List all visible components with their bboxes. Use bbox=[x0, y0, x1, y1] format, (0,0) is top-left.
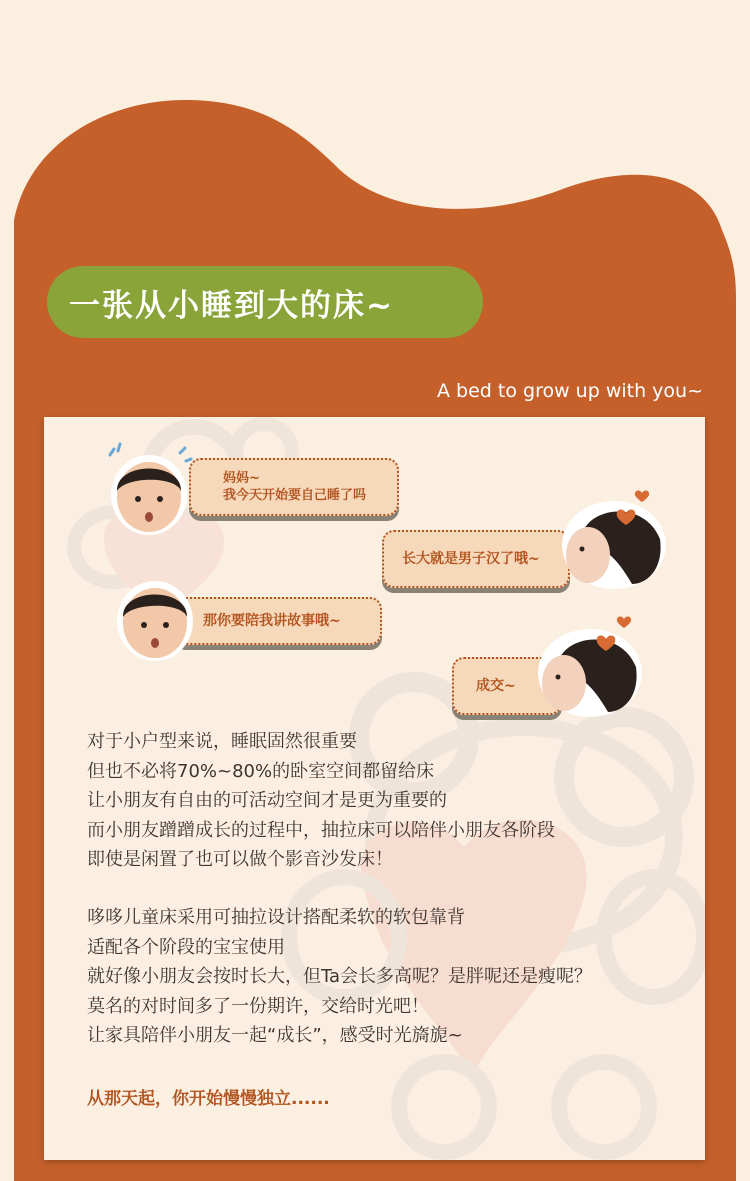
text-line: 哆哆儿童床采用可抽拉设计搭配柔软的软包靠背 bbox=[87, 907, 465, 928]
text-line: 即使是闲置了也可以做个影音沙发床！ bbox=[87, 849, 393, 870]
chat-line: 长大就是男子汉了哦~ bbox=[402, 550, 540, 567]
chat-line: 成交~ bbox=[476, 677, 516, 694]
text-line: 而小朋友蹭蹭成长的过程中，抽拉床可以陪伴小朋友各阶段 bbox=[87, 819, 555, 841]
chat-line: 我今天开始要自己睡了吗 bbox=[223, 488, 367, 503]
child-avatar bbox=[112, 569, 198, 665]
text-line: 但也不必将70%~80%的卧室空间都留给床 bbox=[87, 760, 435, 782]
text-line: 对于小户型来说，睡眠固然很重要 bbox=[87, 731, 357, 752]
intro-paragraph bbox=[87, 727, 555, 875]
chat-bubble-child-1 bbox=[189, 458, 399, 516]
text-line: 就好像小朋友会按时长大，但Ta会长多高呢？是胖呢还是瘦呢？ bbox=[87, 966, 593, 987]
page-subtitle: A bed to grow up with you~ bbox=[437, 380, 703, 402]
text-line: 让家具陪伴小朋友一起“成长”，感受时光旖旎~ bbox=[87, 1025, 463, 1046]
text-line: 适配各个阶段的宝宝使用 bbox=[87, 936, 285, 958]
feature-paragraph bbox=[87, 903, 592, 1051]
mother-avatar bbox=[528, 617, 648, 721]
chat-line: 那你要陪我讲故事哦~ bbox=[203, 612, 341, 629]
content-card bbox=[44, 417, 705, 1160]
page-title: 一张从小睡到大的床~ bbox=[69, 287, 394, 324]
closing-tagline: 从那天起，你开始慢慢独立...... bbox=[87, 1089, 330, 1109]
chat-bubble-mother-1 bbox=[382, 530, 570, 588]
chat-bubble-child-2 bbox=[174, 597, 382, 645]
text-line: 莫名的对时间多了一份期许，交给时光吧！ bbox=[87, 995, 429, 1017]
mother-avatar bbox=[552, 489, 672, 593]
chat-line: 妈妈~ bbox=[223, 471, 260, 486]
text-line: 让小朋友有自由的可活动空间才是更为重要的 bbox=[87, 790, 447, 811]
child-avatar bbox=[106, 441, 192, 537]
title-banner bbox=[47, 266, 483, 338]
